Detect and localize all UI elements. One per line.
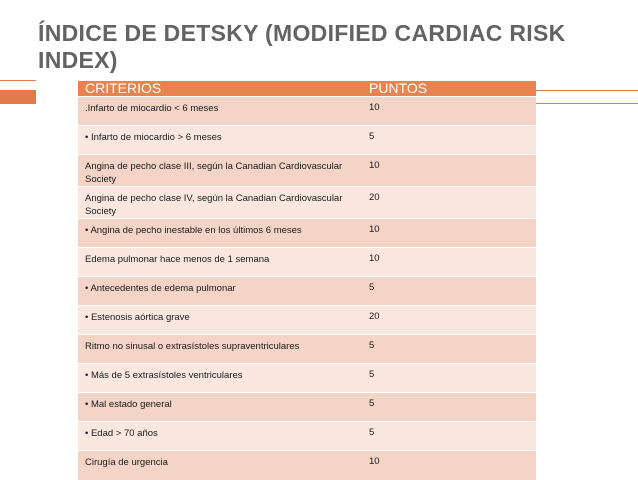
header-puntos: PUNTOS xyxy=(362,81,536,97)
puntos-cell: 10 xyxy=(362,248,536,277)
table-row xyxy=(78,335,536,364)
puntos-cell: 10 xyxy=(362,155,536,187)
table-row xyxy=(78,248,536,277)
criterio-cell: • Mal estado general xyxy=(78,393,362,422)
puntos-cell: 5 xyxy=(362,422,536,451)
accent-line-right-bottom xyxy=(536,103,638,104)
puntos-cell: 5 xyxy=(362,126,536,155)
slide-title: ÍNDICE DE DETSKY (MODIFIED CARDIAC RISK INDEX) xyxy=(38,20,566,73)
puntos-cell: 5 xyxy=(362,364,536,393)
table-row xyxy=(78,187,536,219)
table-row xyxy=(78,364,536,393)
table-row xyxy=(78,422,536,451)
table-row xyxy=(78,155,536,187)
criterio-cell: • Más de 5 extrasístoles ventriculares xyxy=(78,364,362,393)
criterio-cell: Angina de pecho clase IV, según la Canadian Cardiovascular Society xyxy=(78,187,362,219)
criterio-cell: • Estenosis aórtica grave xyxy=(78,306,362,335)
table-row xyxy=(78,219,536,248)
table-row xyxy=(78,306,536,335)
accent-block xyxy=(0,90,36,104)
detsky-table xyxy=(78,81,536,480)
criterio-cell: • Antecedentes de edema pulmonar xyxy=(78,277,362,306)
criterio-cell: Edema pulmonar hace menos de 1 semana xyxy=(78,248,362,277)
criterio-cell: • Infarto de miocardio > 6 meses xyxy=(78,126,362,155)
table-row xyxy=(78,126,536,155)
criterio-cell: • Angina de pecho inestable en los últimos 6 meses xyxy=(78,219,362,248)
puntos-cell: 10 xyxy=(362,451,536,480)
accent-line-right-top xyxy=(536,90,638,91)
puntos-cell: 10 xyxy=(362,97,536,126)
puntos-cell: 20 xyxy=(362,187,536,219)
criterio-cell: .Infarto de miocardio < 6 meses xyxy=(78,97,362,126)
accent-line-left xyxy=(0,80,36,81)
criterio-cell: Angina de pecho clase III, según la Canadian Cardiovascular Society xyxy=(78,155,362,187)
criterio-cell: • Edad > 70 años xyxy=(78,422,362,451)
puntos-cell: 10 xyxy=(362,219,536,248)
table-row xyxy=(78,393,536,422)
criterio-cell: Cirugía de urgencia xyxy=(78,451,362,480)
puntos-cell: 5 xyxy=(362,393,536,422)
puntos-cell: 20 xyxy=(362,306,536,335)
table-row xyxy=(78,97,536,126)
puntos-cell: 5 xyxy=(362,335,536,364)
puntos-cell: 5 xyxy=(362,277,536,306)
criterio-cell: Ritmo no sinusal o extrasístoles supraventriculares xyxy=(78,335,362,364)
header-criterios: CRITERIOS xyxy=(78,81,362,97)
table-row xyxy=(78,451,536,480)
table-header-row xyxy=(78,81,536,97)
table-row xyxy=(78,277,536,306)
